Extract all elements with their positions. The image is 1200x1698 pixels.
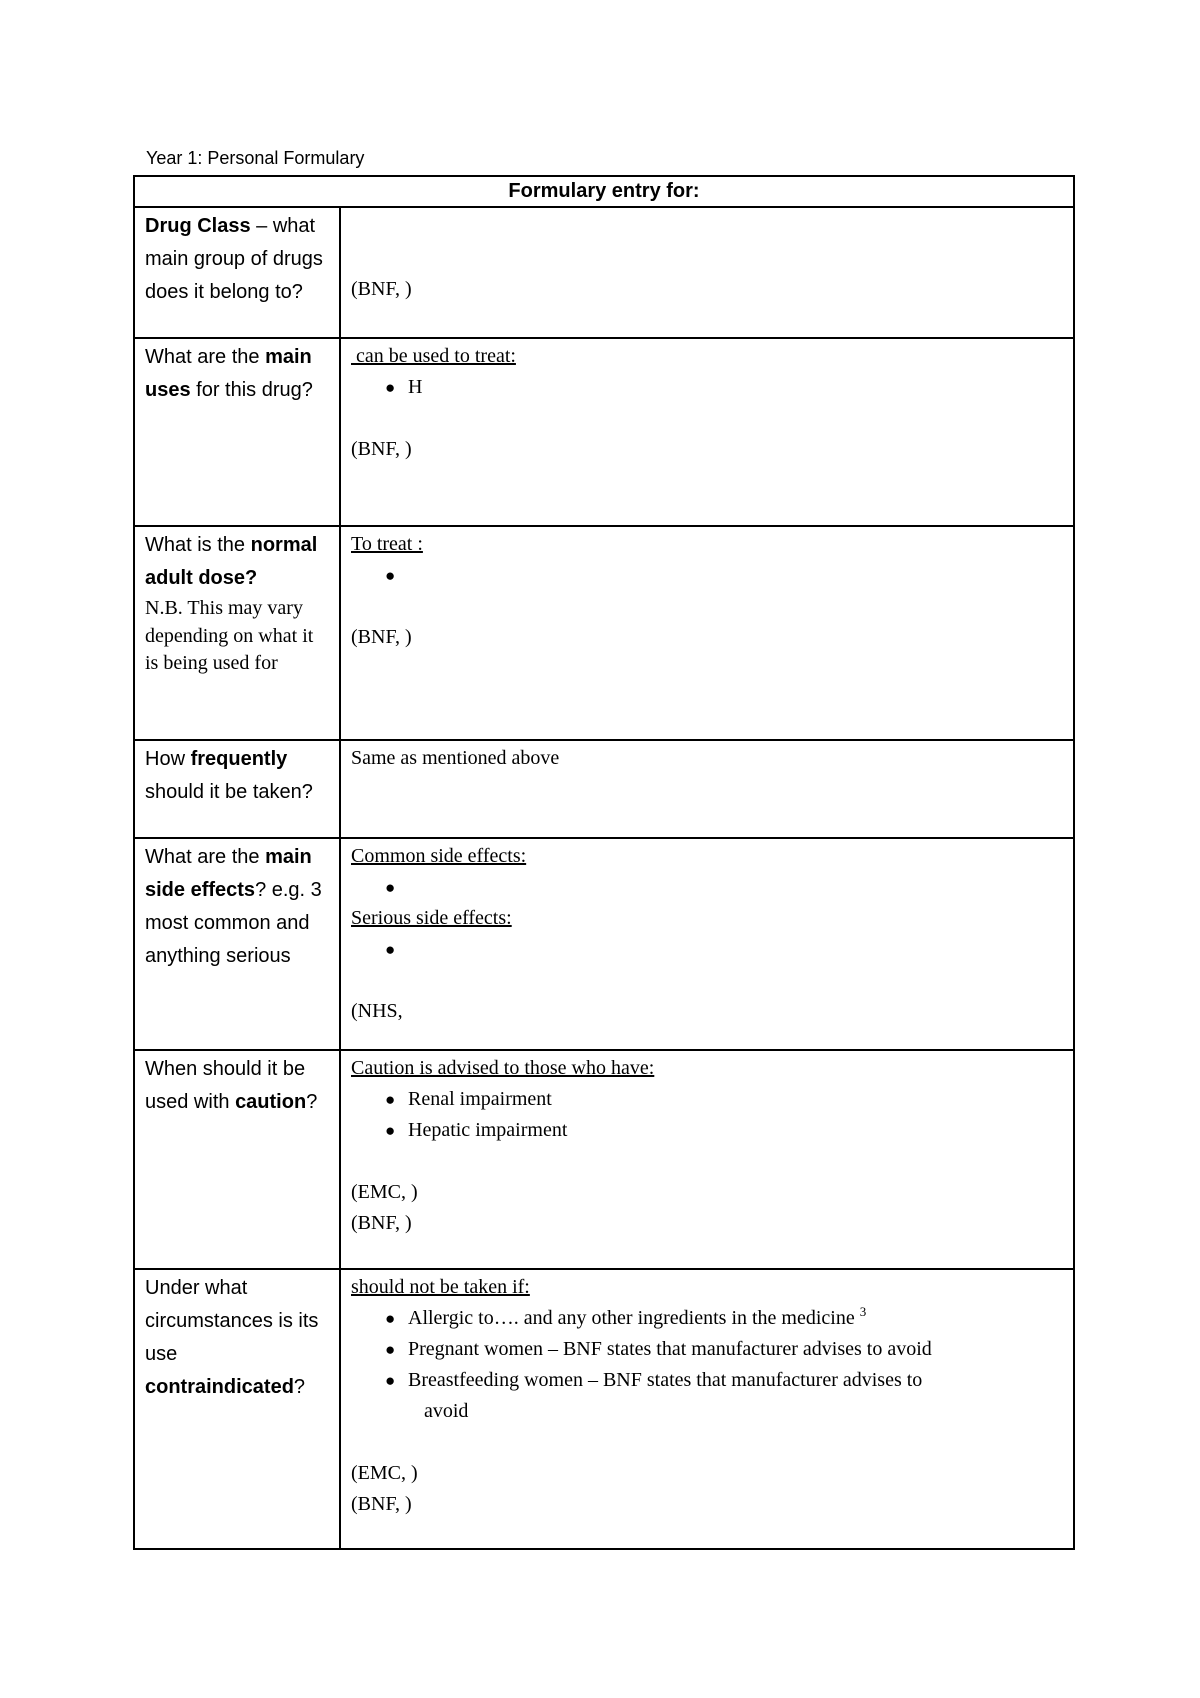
ref-bnf: (BNF, ) — [351, 278, 412, 300]
row-main-uses — [134, 338, 1074, 526]
question-drug-class: Drug Class – what main group of drugs does it belong to? — [134, 207, 340, 338]
row-frequency — [134, 740, 1074, 838]
question-contraindications: Under what circumstances is its use contraindicated? — [134, 1269, 340, 1549]
list-item — [383, 560, 1063, 591]
list-item: ● Renal impairment — [383, 1084, 1063, 1115]
uses-lead: can be used to treat: — [351, 345, 516, 367]
table-header: Formulary entry for: — [134, 176, 1074, 207]
question-main-uses: What are the main uses for this drug? — [134, 338, 340, 526]
serious-side-effects-list — [351, 934, 1063, 965]
formulary-table — [133, 175, 1075, 1550]
dose-lead: To treat : — [351, 533, 423, 555]
list-item: ● Allergic to…. and any other ingredients in the medicine $^3$ — [383, 1303, 1063, 1334]
contraindications-list — [351, 1303, 1063, 1427]
serious-side-effects-label: Serious side effects: — [351, 907, 512, 929]
common-side-effects-list — [351, 872, 1063, 903]
answer-main-uses — [340, 338, 1074, 526]
row-drug-class — [134, 207, 1074, 338]
header-row — [134, 176, 1074, 207]
answer-caution — [340, 1050, 1074, 1269]
list-item: ● Hepatic impairment — [383, 1115, 1063, 1146]
common-side-effects-label: Common side effects: — [351, 845, 527, 867]
ref-bnf: (BNF, ) — [351, 1212, 412, 1234]
ref-nhs: (NHS, — [351, 1000, 403, 1022]
list-item: ● Pregnant women – BNF states that manufacturer advises to avoid — [383, 1334, 1063, 1365]
list-item — [383, 872, 1063, 903]
answer-side-effects — [340, 838, 1074, 1050]
answer-adult-dose — [340, 526, 1074, 740]
contraindications-lead: should not be taken if: — [351, 1276, 530, 1298]
ref-emc: (EMC, ) — [351, 1181, 418, 1203]
question-side-effects: What are the main side effects? e.g. 3 most common and anything serious — [134, 838, 340, 1050]
list-item — [383, 934, 1063, 965]
answer-drug-class — [340, 207, 1074, 338]
row-adult-dose — [134, 526, 1074, 740]
uses-list — [351, 372, 1063, 403]
ref-bnf: (BNF, ) — [351, 1493, 412, 1515]
ref-bnf: (BNF, ) — [351, 626, 412, 648]
question-frequency: How frequently should it be taken? — [134, 740, 340, 838]
list-item: ● H — [383, 372, 1063, 403]
dose-note: N.B. This may vary depending on what it is being used for — [145, 597, 314, 674]
caution-lead: Caution is advised to those who have: — [351, 1057, 655, 1079]
question-caution: When should it be used with caution? — [134, 1050, 340, 1269]
question-adult-dose: What is the normal adult dose? N.B. This may vary depending on what it is being used for — [134, 526, 340, 740]
row-side-effects — [134, 838, 1074, 1050]
answer-contraindications — [340, 1269, 1074, 1549]
row-caution — [134, 1050, 1074, 1269]
list-item: ● Breastfeeding women – BNF states that manufacturer advises to avoid — [383, 1365, 1063, 1427]
row-contraindications — [134, 1269, 1074, 1549]
dose-list — [351, 560, 1063, 591]
ref-bnf: (BNF, ) — [351, 438, 412, 460]
document-title: Year 1: Personal Formulary — [146, 148, 365, 168]
answer-frequency: Same as mentioned above — [340, 740, 1074, 838]
ref-emc: (EMC, ) — [351, 1462, 418, 1484]
caution-list — [351, 1084, 1063, 1146]
